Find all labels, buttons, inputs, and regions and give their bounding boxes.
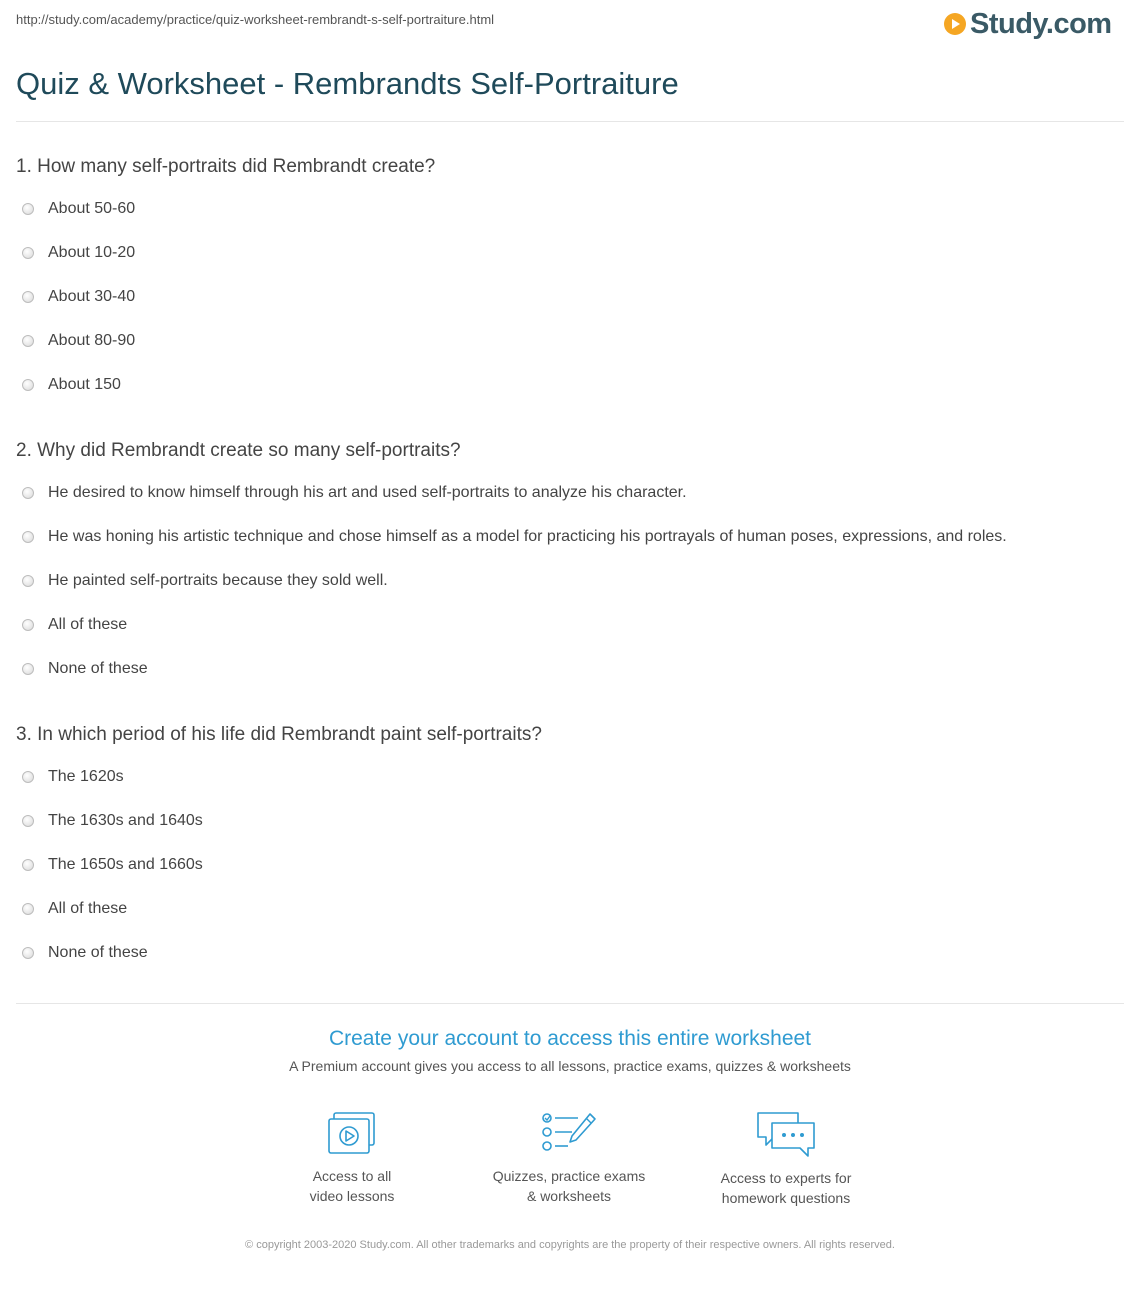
q1-option-5[interactable] [22,376,121,394]
q3-option-4[interactable] [22,900,127,918]
page-url: http://study.com/academy/practice/quiz-worksheet-rembrandt-s-self-portraiture.html [16,12,495,27]
questions-divider [16,1003,1124,1004]
option-label: About 10-20 [48,244,136,261]
radio-button[interactable] [22,487,34,499]
create-account-link[interactable]: Create your account to access this entire worksheet [328,1027,812,1050]
feature-video-lessons [252,1110,452,1206]
option-label: He painted self-portraits because they sold well. [48,572,388,589]
q3-option-3[interactable] [22,856,203,874]
question-2: 2. Why did Rembrandt create so many self-portraits? [16,440,461,461]
radio-button[interactable] [22,859,34,871]
quiz-checklist-icon [540,1110,598,1158]
radio-button[interactable] [22,903,34,915]
study-logo[interactable] [944,6,1112,42]
feature-quizzes [469,1110,669,1206]
question-3: 3. In which period of his life did Rembrandt paint self-portraits? [16,724,542,745]
feature-line-2: & worksheets [526,1188,612,1204]
q2-option-4[interactable] [22,616,127,634]
feature-line-1: Access to experts for [720,1170,852,1186]
radio-button[interactable] [22,619,34,631]
option-label: About 50-60 [48,200,136,217]
q3-option-1[interactable] [22,768,124,786]
video-lessons-icon [326,1110,378,1158]
feature-experts [686,1110,886,1208]
radio-button[interactable] [22,815,34,827]
title-divider [16,121,1124,122]
chat-bubbles-icon [754,1110,818,1160]
q2-option-1[interactable] [22,484,687,502]
q3-option-2[interactable] [22,812,203,830]
play-logo-icon [944,13,966,35]
option-label: The 1650s and 1660s [48,856,203,873]
option-label: The 1630s and 1640s [48,812,203,829]
logo-text: Study.com [970,7,1112,40]
feature-line-2: homework questions [721,1190,851,1206]
q1-option-2[interactable] [22,244,135,262]
radio-button[interactable] [22,247,34,259]
option-label: The 1620s [48,768,124,785]
q1-option-4[interactable] [22,332,135,350]
feature-line-1: Access to all [312,1168,392,1184]
radio-button[interactable] [22,291,34,303]
q2-option-3[interactable] [22,572,388,590]
option-label: About 150 [48,376,121,393]
option-label: He desired to know himself through his art and used self-portraits to analyze his character. [48,484,687,501]
premium-subtitle: A Premium account gives you access to all lessons, practice exams, quizzes & worksheets [289,1058,851,1074]
feature-line-2: video lessons [309,1188,395,1204]
option-label: All of these [48,900,128,917]
q1-option-3[interactable] [22,288,135,306]
option-label: None of these [48,660,148,677]
radio-button[interactable] [22,379,34,391]
radio-button[interactable] [22,531,34,543]
copyright-notice: © copyright 2003-2020 Study.com. All other trademarks and copyrights are the property of their respective owners. All rights reserved. [245,1239,895,1251]
option-label: About 80-90 [48,332,136,349]
option-label: About 30-40 [48,288,136,305]
radio-button[interactable] [22,335,34,347]
q3-option-5[interactable] [22,944,148,962]
option-label: None of these [48,944,148,961]
radio-button[interactable] [22,663,34,675]
radio-button[interactable] [22,947,34,959]
radio-button[interactable] [22,575,34,587]
option-label: He was honing his artistic technique and chose himself as a model for practicing his portrayals of human poses, expressions, and roles. [48,528,1007,545]
q2-option-2[interactable] [22,528,1007,546]
q1-option-1[interactable] [22,200,135,218]
option-label: All of these [48,616,128,633]
page-title: Quiz & Worksheet - Rembrandts Self-Portraiture [16,66,679,101]
radio-button[interactable] [22,203,34,215]
radio-button[interactable] [22,771,34,783]
question-1: 1. How many self-portraits did Rembrandt create? [16,156,436,177]
feature-line-1: Quizzes, practice exams [492,1168,646,1184]
q2-option-5[interactable] [22,660,148,678]
